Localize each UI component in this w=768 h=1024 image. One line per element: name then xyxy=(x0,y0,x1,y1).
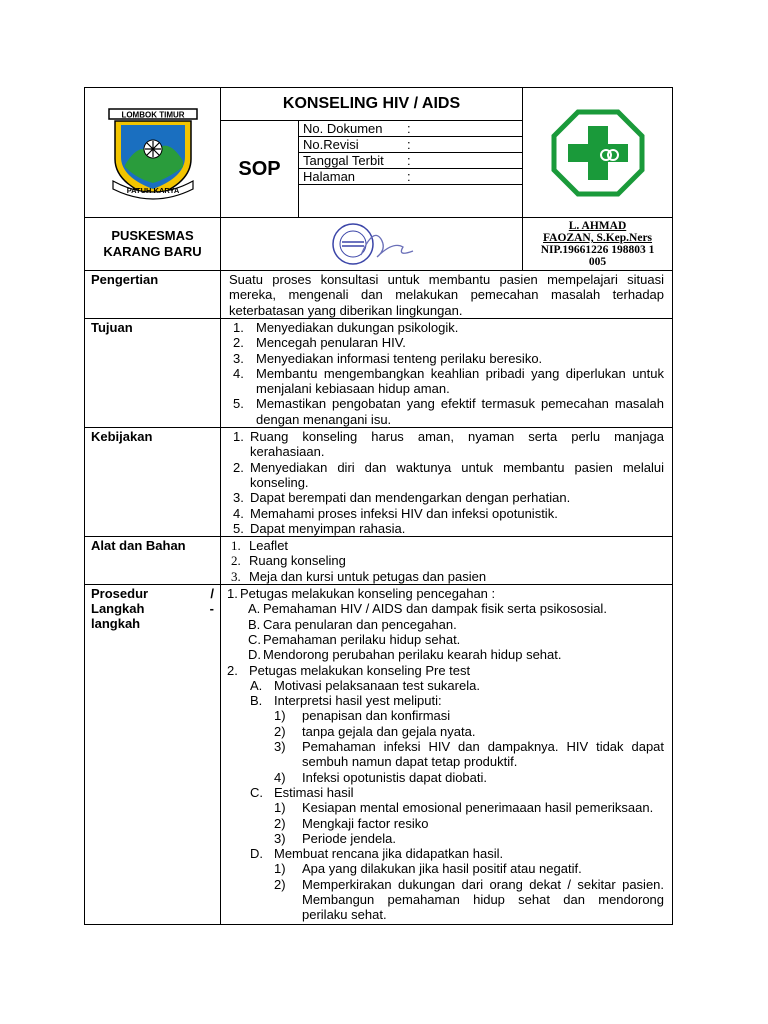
signer-nip: NIP.19661226 198803 1 xyxy=(540,244,655,256)
signer-nip-2: 005 xyxy=(588,256,607,268)
list-item: 1. Menyediakan dukungan psikologik. xyxy=(233,320,459,335)
stamp-signature xyxy=(221,221,522,267)
signer-block xyxy=(523,218,673,271)
puskesmas-name xyxy=(85,218,221,271)
signer-name-2: FAOZAN, S.Kep.Ners xyxy=(543,232,653,244)
meta-key: Halaman xyxy=(303,169,356,184)
district-logo xyxy=(85,105,220,201)
puskesmas-line2: KARANG BARU xyxy=(103,244,202,259)
list-item: D. Mendorong perubahan perilaku kearah hidup sehat. xyxy=(248,647,562,663)
list-item: C. Estimasi hasil xyxy=(250,784,354,800)
meta-blank xyxy=(299,185,523,218)
prosedur-steps xyxy=(221,585,673,925)
puskesmas-logo xyxy=(523,108,672,198)
alat-label: Alat dan Bahan xyxy=(85,537,221,585)
district-logo-top-text: LOMBOK TIMUR xyxy=(120,110,185,119)
sop-label: SOP xyxy=(221,121,299,218)
list-item: 3) Periode jendela. xyxy=(274,830,396,846)
list-item: 1) penapisan dan konfirmasi xyxy=(274,708,451,724)
list-item: 1. Ruang konseling harus aman, nyaman serta perlu manjaga kerahasiaan. xyxy=(233,429,665,460)
list-item: 5. Dapat menyimpan rahasia. xyxy=(233,520,406,536)
alat-list xyxy=(221,537,673,585)
list-item: 2. Menyediakan diri dan waktunya untuk membantu pasien melalui konseling. xyxy=(233,459,665,490)
list-item: 2) tanpa gejala dan gejala nyata. xyxy=(274,723,476,739)
prosedur-label: Prosedur / Langkah - langkah xyxy=(85,585,221,925)
list-item: 1) Kesiapan mental emosional penerimaaan hasil pemeriksaan. xyxy=(274,800,654,816)
meta-key: Tanggal Terbit xyxy=(303,153,384,168)
sop-table xyxy=(84,87,673,925)
document-title: KONSELING HIV / AIDS xyxy=(221,88,523,121)
list-item: 3. Dapat berempati dan mendengarkan dengan perhatian. xyxy=(233,490,571,506)
step-1: 1. Petugas melakukan konseling pencegahan : xyxy=(227,586,496,602)
list-item: 4) Infeksi opotunistis dapat diobati. xyxy=(274,769,488,785)
meta-key: No.Revisi xyxy=(303,137,359,152)
list-item: 2) Mengkaji factor resiko xyxy=(274,815,429,831)
list-item: B. Interpretsi hasil yest meliputi: xyxy=(250,693,442,709)
stamp-cell xyxy=(221,218,523,271)
signer-name: L. AHMAD xyxy=(568,220,627,232)
district-logo-cell xyxy=(85,88,221,218)
meta-row-no-dokumen xyxy=(299,121,523,137)
list-item: A. Motivasi pelaksanaan test sukarela. xyxy=(250,677,480,693)
tujuan-list xyxy=(221,319,673,428)
meta-colon: : xyxy=(407,153,411,168)
list-item: 5. Memastikan pengobatan yang efektif termasuk pemecahan masalah dengan menangani isu. xyxy=(233,396,665,427)
list-item: 1. Leaflet xyxy=(231,538,289,554)
meta-row-no-revisi xyxy=(299,137,523,153)
list-item: 2. Ruang konseling xyxy=(231,553,346,569)
meta-colon: : xyxy=(407,121,411,136)
list-item: 3) Pemahaman infeksi HIV dan dampaknya. HIV tidak dapat sembuh namun dapat tetap produktif. xyxy=(274,739,665,770)
district-logo-bottom-text: PATUH KARYA xyxy=(126,185,179,195)
meta-row-halaman xyxy=(299,169,523,185)
meta-colon: : xyxy=(407,137,411,152)
list-item: D. Membuat rencana jika didapatkan hasil. xyxy=(250,846,504,862)
puskesmas-logo-cell xyxy=(523,88,673,218)
list-item: B. Cara penularan dan pencegahan. xyxy=(248,616,457,632)
sop-document xyxy=(84,87,672,925)
list-item: 2. Mencegah penularan HIV. xyxy=(233,335,406,351)
list-item: 4. Memahami proses infeksi HIV dan infeksi opotunistik. xyxy=(233,505,558,521)
list-item: 1) Apa yang dilakukan jika hasil positif atau negatif. xyxy=(274,861,582,877)
meta-key: No. Dokumen xyxy=(303,121,383,136)
list-item: 3. Menyediakan informasi tenteng perilaku beresiko. xyxy=(233,350,543,366)
pengertian-label: Pengertian xyxy=(85,271,221,319)
list-item: 3. Meja dan kursi untuk petugas dan pasien xyxy=(231,568,487,584)
list-item: 4. Membantu mengembangkan keahlian pribadi yang diperlukan untuk menjalani kebiasaan hidup aman. xyxy=(233,365,665,397)
list-item: C. Pemahaman perilaku hidup sehat. xyxy=(248,631,461,647)
list-item: 2) Memperkirakan dukungan dari orang dekat / sekitar pasien. Membangun pemahaman hidup sehat dan mendorong perilaku sehat. xyxy=(274,876,665,923)
kebijakan-label: Kebijakan xyxy=(85,428,221,537)
tujuan-label: Tujuan xyxy=(85,319,221,428)
list-item: A. Pemahaman HIV / AIDS dan dampak fisik serta psikososial. xyxy=(248,601,607,617)
meta-row-tanggal-terbit xyxy=(299,153,523,169)
pengertian-text: Suatu proses konsultasi untuk membantu pasien mempelajari situasi mereka, mengenali dan melakukan pemecahan masalah terhadap keterbatasan yang diberikan lingkungan. xyxy=(221,271,673,319)
step-2: 2. Petugas melakukan konseling Pre test xyxy=(227,662,471,678)
puskesmas-line1: PUSKESMAS xyxy=(111,228,194,243)
kebijakan-list xyxy=(221,428,673,537)
meta-colon: : xyxy=(407,169,411,184)
